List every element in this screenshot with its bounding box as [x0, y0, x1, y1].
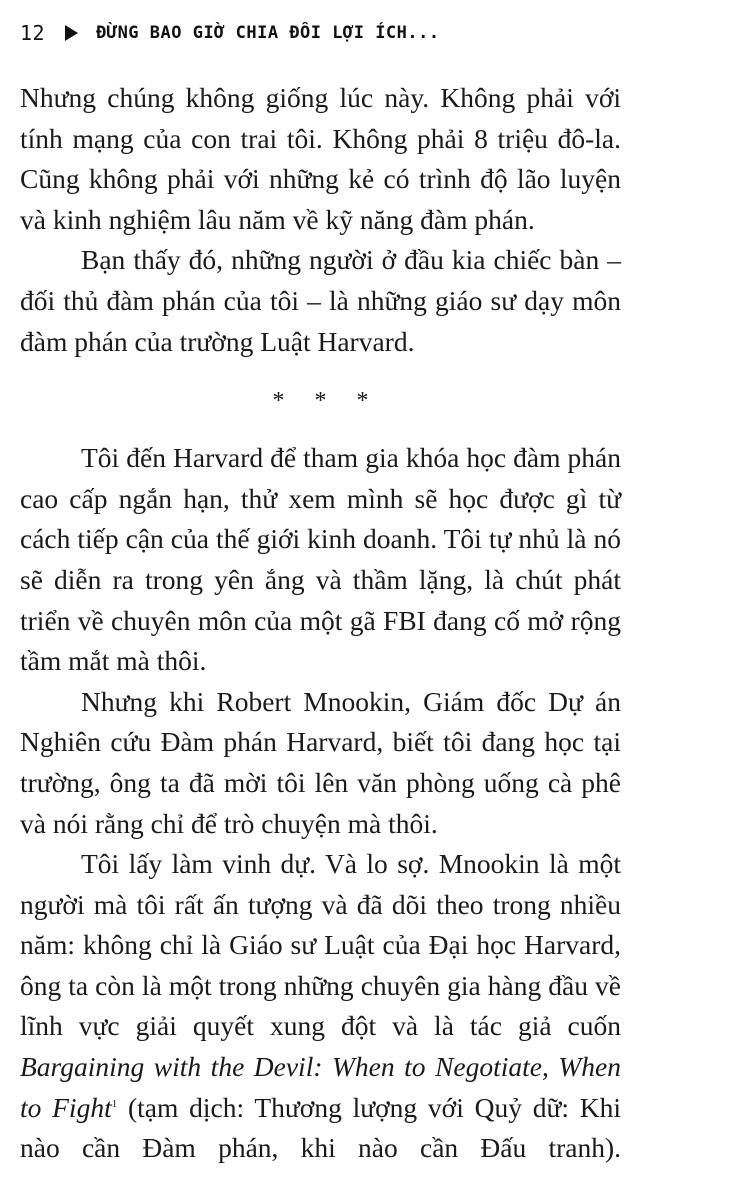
running-head — [20, 18, 440, 48]
triangle-right-icon — [65, 25, 78, 41]
paragraph-2: Bạn thấy đó, những người ở đầu kia chiếc bàn – đối thủ đàm phán của tôi – là những giáo sư dạy môn đàm phán của trường Luật Harvard. — [20, 244, 621, 357]
footnote-marker[interactable]: 1 — [111, 1097, 118, 1110]
book-title: Bargaining with the Devil: When to Negotiate, When to Fight — [20, 1051, 621, 1123]
paragraph-4: Nhưng khi Robert Mnookin, Giám đốc Dự án Nghiên cứu Đàm phán Harvard, biết tôi đang học tại trường, ông ta đã mời tôi lên văn phòng uống cà phê và nói rằng chỉ để trò chuyện mà thôi. — [20, 685, 621, 839]
scene-break: * * * — [272, 388, 381, 415]
body-text — [20, 78, 621, 1169]
paragraph-3: Tôi đến Harvard để tham gia khóa học đàm phán cao cấp ngắn hạn, thử xem mình sẽ học được gì từ cách tiếp cận của thế giới kinh doanh. Tôi tự nhủ là nó sẽ diễn ra trong yên ắng và thầm lặng, là chút phát triển về chuyên môn của một gã FBI đang cố mở rộng tầm mắt mà thôi. — [20, 442, 621, 677]
page-number: 12 — [20, 21, 46, 45]
paragraph-5 — [20, 844, 621, 1169]
paragraph-1: Nhưng chúng không giống lúc này. Không phải với tính mạng của con trai tôi. Không phải 8 triệu đô-la. Cũng không phải với những kẻ có trình độ lão luyện và kinh nghiệm lâu năm về kỹ năng đàm phán. — [20, 82, 621, 235]
paragraph-5-intro: Tôi lấy làm vinh dự. Và lo sợ. Mnookin là một người mà tôi rất ấn tượng và đã dõi theo trong nhiều năm: không chỉ là Giáo sư Luật của Đại học Harvard, ông ta còn là một trong những chuyên gia hàng đầu về lĩnh vực giải quyết xung đột và là tác giả cuốn — [20, 848, 621, 1042]
paragraph-5-outro: (tạm dịch: Thương lượng với Quỷ dữ: Khi nào cần Đàm phán, khi nào cần Đấu tranh). — [20, 1091, 621, 1164]
chapter-title: ĐỪNG BAO GIỜ CHIA ĐÔI LỢI ÍCH... — [96, 23, 440, 43]
